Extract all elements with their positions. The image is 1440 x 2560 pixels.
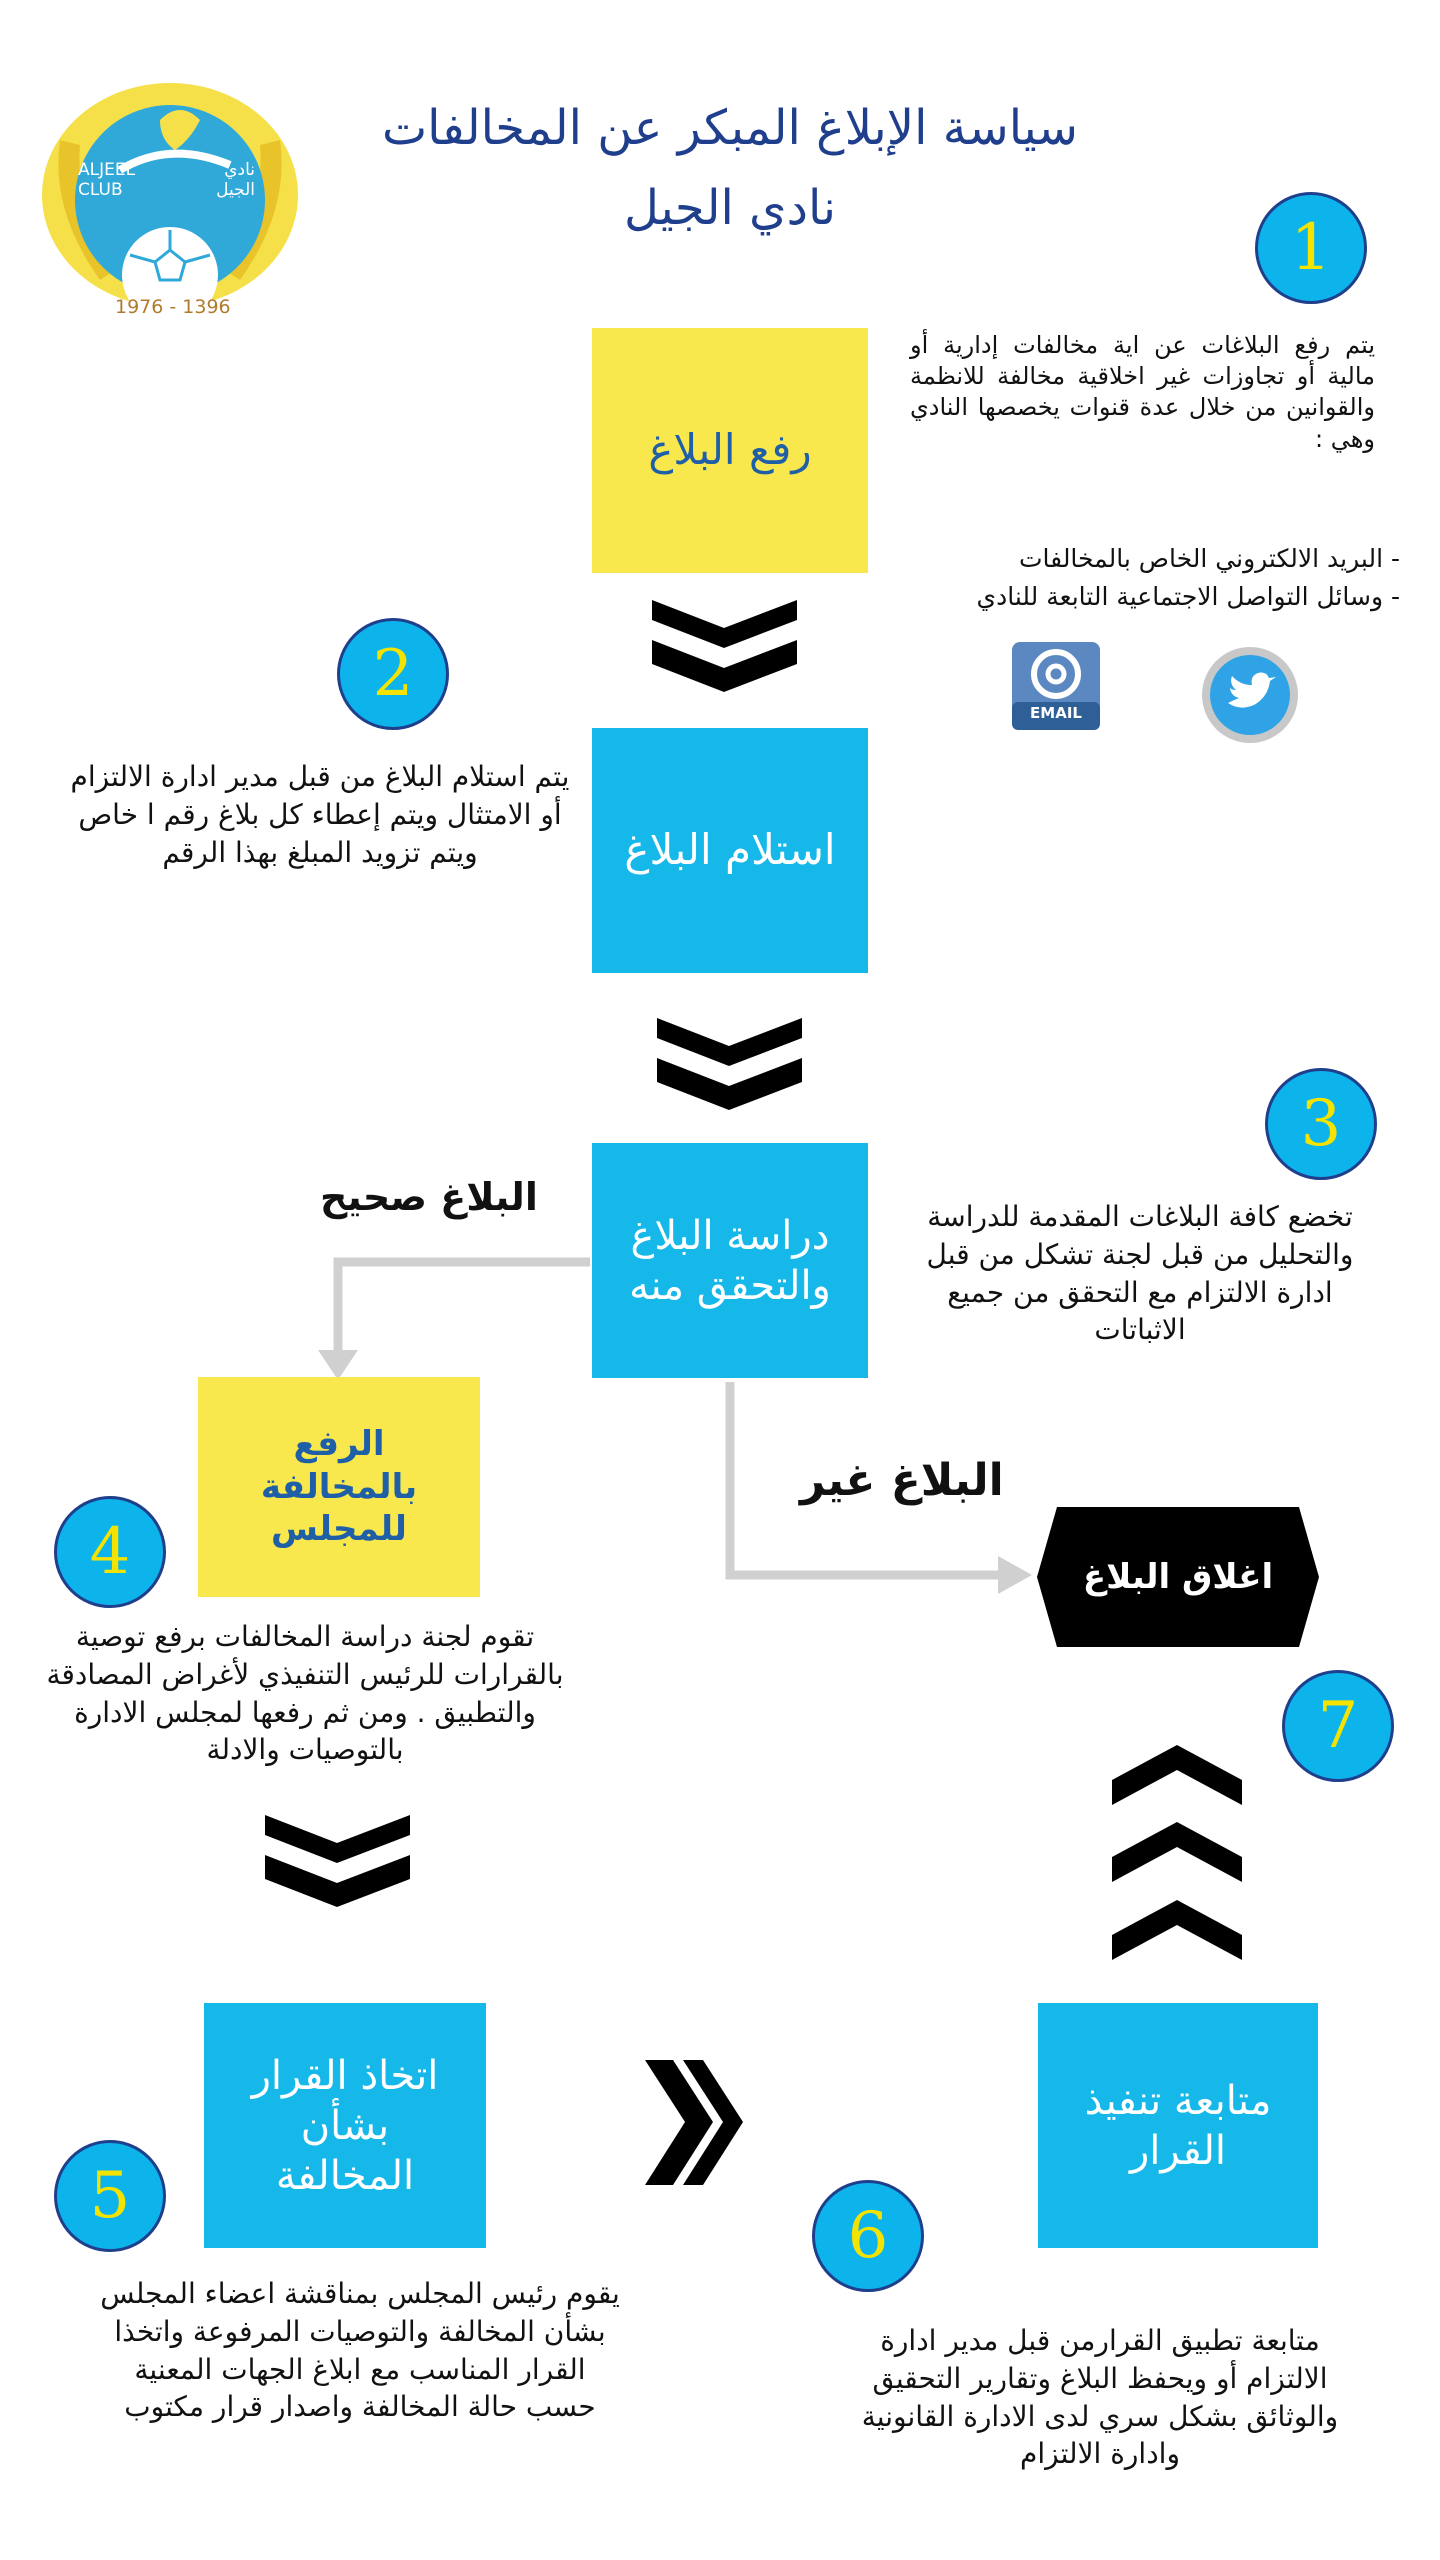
step-box-label: اتخاذ القرار بشأن المخالفة bbox=[251, 2052, 439, 2199]
step-description-5: يقوم رئيس المجلس بمناقشة اعضاء المجلس بشأن المخالفة والتوصيات المرفوعة واتخذا القرار المناسب مع ابلاغ الجهات المعنية حسب حالة المخالفة واصدار قرار مكتوب bbox=[100, 2277, 620, 2424]
step-box-7 bbox=[1037, 1507, 1319, 1647]
chevron-down-icon bbox=[265, 1815, 410, 1910]
chevron-up-icon bbox=[1112, 1740, 1242, 1970]
branch-label-valid: البلاغ صحيح bbox=[320, 1175, 538, 1219]
step-badge-7: 7 bbox=[1282, 1670, 1394, 1782]
step-box-label: اغلاق البلاغ bbox=[1082, 1556, 1274, 1597]
logo-years: 1976 - 1396 bbox=[115, 296, 231, 318]
branch-label-invalid: البلاغ غير bbox=[800, 1455, 1004, 1506]
step-badge-1: 1 bbox=[1255, 192, 1367, 304]
step-box-label: الرفع بالمخالفة للمجلس bbox=[260, 1424, 418, 1550]
step-badge-3: 3 bbox=[1265, 1068, 1377, 1180]
step-description-2: يتم استلام البلاغ من قبل مدير ادارة الالتزام أو الامتثال ويتم إعطاء كل بلاغ رقم ا خاص ويتم تزويد المبلغ بهذا الرقم bbox=[70, 760, 570, 869]
email-icon-label: EMAIL bbox=[1030, 704, 1082, 722]
step-description-6: متابعة تطبيق القرارمن قبل مدير ادارة الالتزام أو ويحفظ البلاغ وتقارير التحقيق والوثائق بشكل سري لدى الادارة القانونية وادارة الالتزام bbox=[861, 2324, 1339, 2471]
page-subtitle: نادي الجيل bbox=[624, 180, 836, 236]
channel-social: - وسائل التواصل الاجتماعية التابعة للنادي bbox=[880, 578, 1400, 616]
step-box-5 bbox=[204, 2003, 486, 2248]
channel-email: - البريد الالكتروني الخاص بالمخالفات bbox=[880, 540, 1400, 578]
logo-name-ar: نادي الجيل bbox=[216, 160, 255, 200]
logo-name-en: ALJEEL CLUB bbox=[78, 160, 136, 201]
step-description-1: يتم رفع البلاغات عن اية مخالفات إدارية أو مالية أو تجاوزات غير اخلاقية مخالفة للانظمة والقوانين من خلال عدة قنوات يخصصها النادي وهي : bbox=[910, 331, 1375, 453]
step-badge-6: 6 bbox=[812, 2180, 924, 2292]
step-description-4: تقوم لجنة دراسة المخالفات برفع توصية بالقرارات للرئيس التنفيذي لأغراض المصادقة والتطبيق . ومن ثم رفعها لمجلس الادارة بالتوصيات والادلة bbox=[46, 1620, 564, 1767]
page-title: سياسة الإبلاغ المبكر عن المخالفات bbox=[381, 100, 1079, 156]
step-badge-5: 5 bbox=[54, 2140, 166, 2252]
step-box-label: دراسة البلاغ والتحقق منه bbox=[629, 1212, 831, 1309]
step-description-3: تخضع كافة البلاغات المقدمة للدراسة والتحليل من قبل لجنة تشكل من قبل ادارة الالتزام مع التحقق من جميع الاثباتات bbox=[926, 1200, 1354, 1347]
step-badge-2: 2 bbox=[337, 618, 449, 730]
step-box-6 bbox=[1038, 2003, 1318, 2248]
step-box-label: متابعة تنفيذ القرار bbox=[1084, 2077, 1272, 2174]
step-box-label: رفع البلاغ bbox=[648, 425, 812, 475]
chevron-right-icon bbox=[645, 2060, 745, 2185]
step-badge-4: 4 bbox=[54, 1496, 166, 1608]
step-box-label: استلام البلاغ bbox=[624, 825, 836, 875]
step-box-4 bbox=[198, 1377, 480, 1597]
